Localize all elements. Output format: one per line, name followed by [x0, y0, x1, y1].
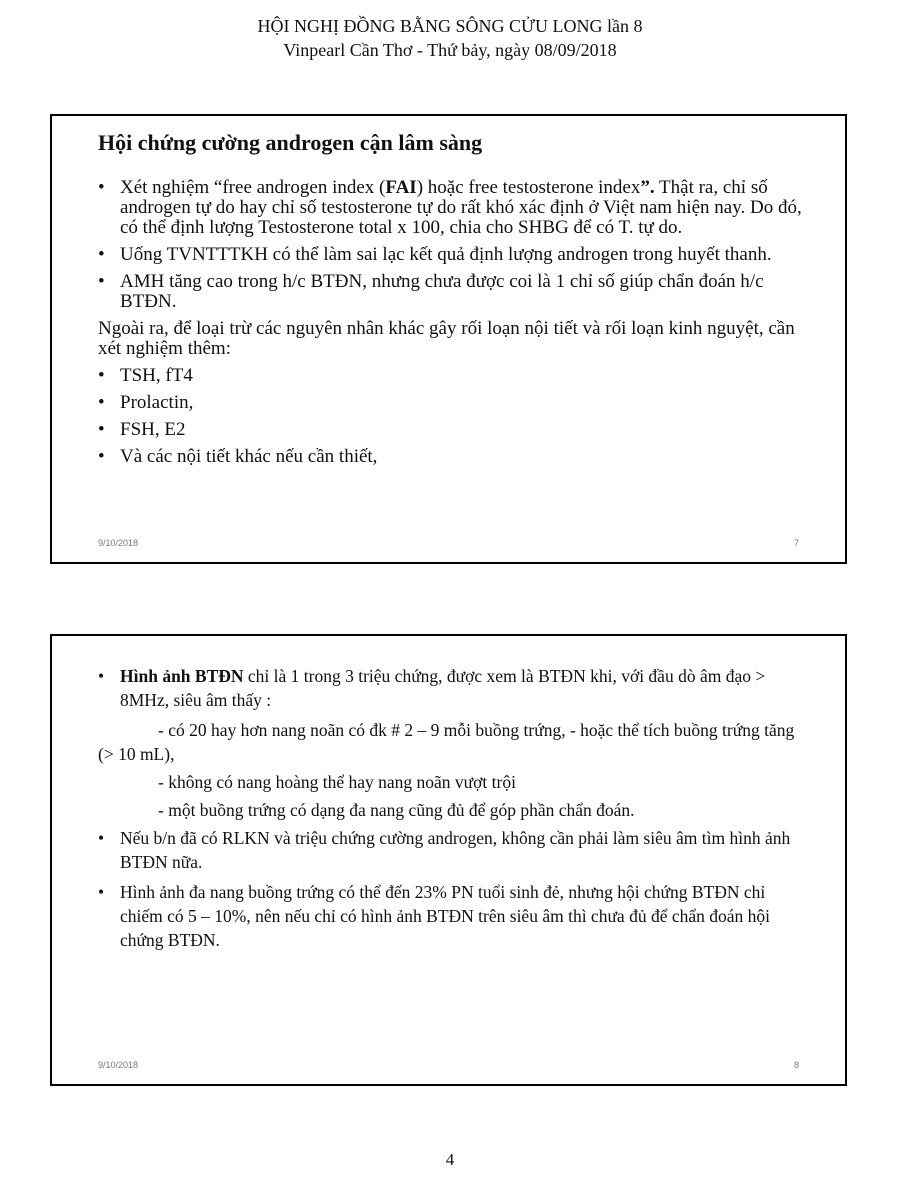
- list-item: • Prolactin,: [98, 393, 810, 413]
- bullet-ultrasound: • Hình ảnh BTĐN chỉ là 1 trong 3 triệu chứng, được xem là BTĐN khi, với đầu dò âm đạo > 8MHz, siêu âm thấy :: [98, 664, 810, 712]
- slide-footer-number: 7: [793, 538, 799, 548]
- list-item: • TSH, fT4: [98, 366, 810, 386]
- bullet-fai: • Xét nghiệm “free androgen index (FAI) hoặc free testosterone index”. Thật ra, chỉ số androgen tự do hay chỉ số testosterone tự do rất khó xác định ở Việt nam hiện nay. Do đó, có thể định lượng Testosterone total x 100, chia cho SHBG để có T. tự do.: [98, 178, 810, 238]
- list-item: • Và các nội tiết khác nếu cần thiết,: [98, 447, 810, 467]
- bullet-tvntttkh: • Uống TVNTTTKH có thể làm sai lạc kết quả định lượng androgen trong huyết thanh.: [98, 245, 810, 265]
- sub-item: - có 20 hay hơn nang noãn có đk # 2 – 9 mỗi buồng trứng, - hoặc thể tích buồng trứng tăng (> 10 mL),: [98, 720, 795, 764]
- sub-item: - không có nang hoàng thể hay nang noãn vượt trội: [158, 772, 516, 792]
- bullet-rlkn: • Nếu b/n đã có RLKN và triệu chứng cường androgen, không cần phải làm siêu âm tìm hình ảnh BTĐN nữa.: [98, 826, 810, 874]
- slide-8: [50, 634, 847, 1086]
- list-item: • FSH, E2: [98, 420, 810, 440]
- slide-body: [98, 178, 810, 474]
- slide-footer-date: 9/10/2018: [98, 538, 139, 548]
- bullet-amh: • AMH tăng cao trong h/c BTĐN, nhưng chưa được coi là 1 chỉ số giúp chẩn đoán h/c BTĐN.: [98, 272, 810, 312]
- slide-body: [98, 664, 810, 958]
- slide-footer-date: 9/10/2018: [98, 1060, 139, 1070]
- page-number: 4: [445, 1150, 455, 1169]
- slide-7: [50, 114, 847, 564]
- conference-venue-date: Vinpearl Cần Thơ - Thứ bảy, ngày 08/09/2018: [283, 40, 617, 60]
- conference-title: HỘI NGHỊ ĐỒNG BẰNG SÔNG CỬU LONG lần 8: [257, 16, 643, 36]
- document-header: [0, 14, 900, 62]
- bullet-prevalence: • Hình ảnh đa nang buồng trứng có thể đến 23% PN tuổi sinh đẻ, nhưng hội chứng BTĐN chỉ chiếm có 5 – 10%, nên nếu chỉ có hình ảnh BTĐN trên siêu âm thì chưa đủ để chẩn đoán hội chứng BTĐN.: [98, 880, 810, 952]
- slide-title: Hội chứng cường androgen cận lâm sàng: [98, 130, 483, 155]
- paragraph-additional-tests: Ngoài ra, để loại trừ các nguyên nhân khác gây rối loạn nội tiết và rối loạn kinh nguyệt, cần xét nghiệm thêm:: [98, 318, 795, 359]
- sub-item: - một buồng trứng có dạng đa nang cũng đủ để góp phần chẩn đoán.: [158, 800, 635, 820]
- slide-footer-number: 8: [793, 1060, 799, 1070]
